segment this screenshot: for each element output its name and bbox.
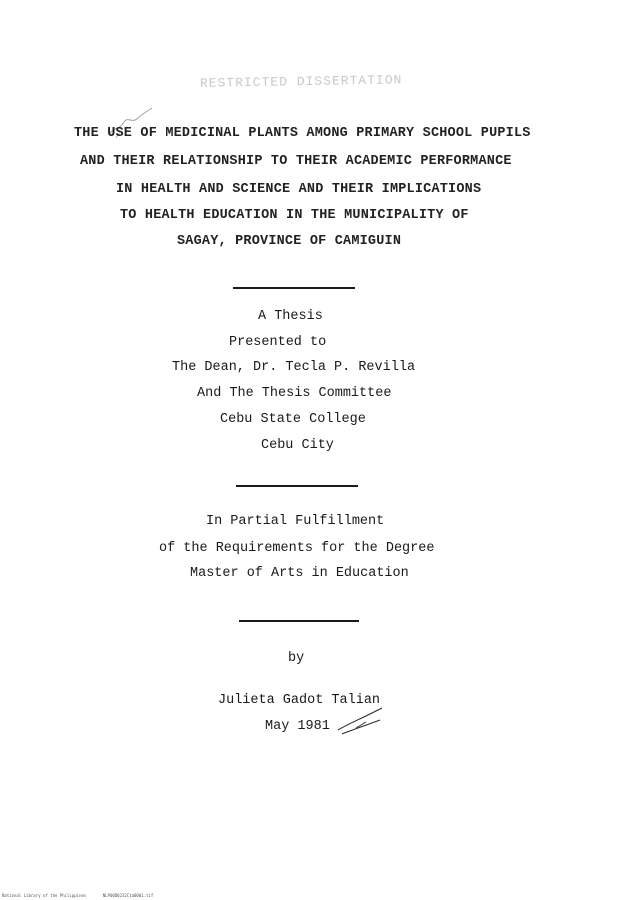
title-line-5: SAGAY, PROVINCE OF CAMIGUIN	[177, 234, 402, 249]
scan-footer	[2, 893, 167, 898]
library-credit: National Library of the Philippines	[2, 893, 87, 898]
divider-rule-2	[236, 485, 358, 487]
author-name: Julieta Gadot Talian	[218, 693, 381, 708]
degree-name: Master of Arts in Education	[190, 566, 409, 581]
divider-rule-3	[239, 620, 359, 622]
signature-mark	[336, 704, 386, 738]
thesis-committee: And The Thesis Committee	[197, 386, 392, 401]
title-line-3: IN HEALTH AND SCIENCE AND THEIR IMPLICATIONS	[116, 182, 482, 197]
title-line-2: AND THEIR RELATIONSHIP TO THEIR ACADEMIC PERFORMANCE	[80, 154, 512, 169]
file-identifier: NLP00D0232Cta0001.tif	[102, 893, 154, 898]
dean-name: The Dean, Dr. Tecla P. Revilla	[172, 360, 416, 375]
faded-stamp: RESTRICTED DISSERTATION	[199, 72, 403, 91]
submission-date: May 1981	[265, 719, 330, 734]
presented-to: Presented to	[229, 335, 327, 350]
partial-fulfillment: In Partial Fulfillment	[206, 514, 385, 529]
title-line-4: TO HEALTH EDUCATION IN THE MUNICIPALITY OF	[120, 208, 469, 223]
degree-requirements: of the Requirements for the Degree	[159, 541, 435, 556]
by-label: by	[288, 651, 305, 666]
college-name: Cebu State College	[220, 412, 366, 427]
college-city: Cebu City	[261, 438, 334, 453]
divider-rule-1	[233, 287, 355, 289]
thesis-label: A Thesis	[258, 309, 323, 324]
title-line-1: THE USE OF MEDICINAL PLANTS AMONG PRIMARY SCHOOL PUPILS	[74, 126, 531, 141]
